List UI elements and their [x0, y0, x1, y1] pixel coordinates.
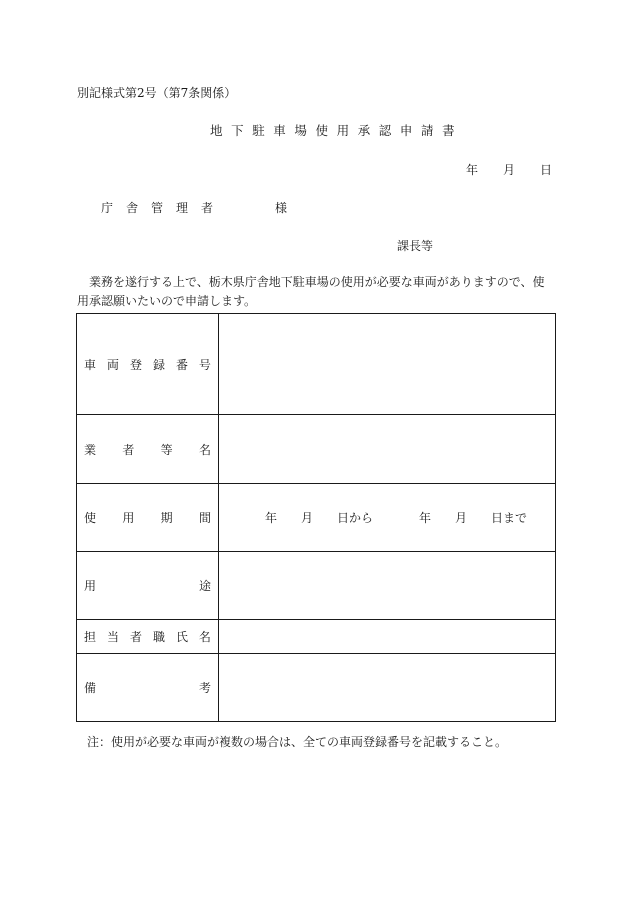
- label-char: 期: [160, 511, 173, 525]
- label-char: 者: [129, 630, 142, 644]
- period-from-day: 日から: [337, 511, 374, 525]
- label-char: 途: [198, 579, 211, 593]
- label-spread: [77, 356, 218, 373]
- label-char: 使: [84, 511, 97, 525]
- label-char: 考: [198, 681, 211, 695]
- table-row: [77, 314, 556, 415]
- label-char: 担: [84, 630, 97, 644]
- table-row: [77, 415, 556, 484]
- value-remarks[interactable]: [219, 654, 556, 722]
- period-from-month: 月: [301, 511, 314, 525]
- form-number: 別記様式第2号（第7条関係）: [77, 86, 237, 100]
- label-remarks: [77, 654, 219, 722]
- application-table: [76, 313, 556, 722]
- applicant-title: 課長等: [397, 239, 434, 253]
- label-char: 用: [122, 511, 135, 525]
- body-text: 業務を遂行する上で、栃木県庁舎地下駐車場の使用が必要な車両がありますので、使用承認願いたいので申請します。: [77, 275, 545, 308]
- label-char: 録: [152, 357, 165, 372]
- label-char: 職: [152, 630, 165, 644]
- period-from-year: 年: [265, 511, 278, 525]
- label-char: 等: [160, 442, 173, 457]
- table-row: [77, 620, 556, 654]
- label-char: 両: [106, 357, 119, 372]
- period-to-month: 月: [454, 511, 467, 525]
- label-char: 間: [198, 511, 211, 525]
- table-row: [77, 654, 556, 722]
- addressee-office: 庁舎管理者: [101, 201, 227, 215]
- label-person-in-charge: [77, 620, 219, 654]
- date-year-label: 年: [466, 163, 479, 177]
- footnote: 注：使用が必要な車両が複数の場合は、全ての車両登録番号を記載すること。: [87, 735, 508, 749]
- label-vehicle-number: [77, 314, 219, 415]
- label-char: 名: [198, 630, 211, 644]
- value-usage-period[interactable]: [219, 484, 556, 552]
- label-contractor-name: [77, 415, 219, 484]
- table-row: [77, 552, 556, 620]
- date-line: [466, 161, 552, 178]
- label-spread: [77, 679, 218, 696]
- label-char: 番: [175, 357, 188, 372]
- label-spread: [77, 441, 218, 458]
- label-char: 用: [84, 579, 97, 593]
- addressee: [101, 199, 287, 216]
- label-spread: [77, 577, 218, 594]
- period-from: [265, 509, 373, 526]
- value-contractor-name[interactable]: [219, 415, 556, 484]
- label-char: 氏: [175, 630, 188, 644]
- period-to: [419, 509, 527, 526]
- period-to-day: 日まで: [490, 511, 527, 525]
- label-spread: [77, 628, 218, 645]
- label-char: 当: [106, 630, 119, 644]
- date-month-label: 月: [503, 163, 516, 177]
- label-char: 者: [122, 442, 135, 457]
- period-to-year: 年: [418, 511, 431, 525]
- date-day-label: 日: [540, 163, 553, 177]
- table-row: [77, 484, 556, 552]
- value-vehicle-number[interactable]: [219, 314, 556, 415]
- label-char: 業: [84, 442, 97, 457]
- form-title: 地下駐車場使用承認申請書: [210, 123, 464, 138]
- label-spread: [77, 509, 218, 526]
- value-purpose[interactable]: [219, 552, 556, 620]
- label-purpose: [77, 552, 219, 620]
- label-char: 号: [198, 357, 211, 372]
- label-usage-period: [77, 484, 219, 552]
- label-char: 車: [84, 357, 97, 372]
- label-char: 登: [129, 357, 142, 372]
- value-person-in-charge[interactable]: [219, 620, 556, 654]
- addressee-honorific: 様: [275, 201, 288, 215]
- label-char: 名: [198, 442, 211, 457]
- label-char: 備: [84, 681, 97, 695]
- period-value: [219, 509, 555, 526]
